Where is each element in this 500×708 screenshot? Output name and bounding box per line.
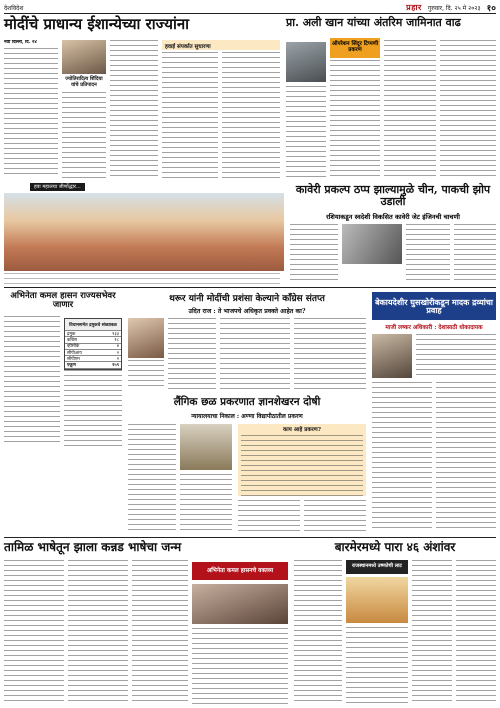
story7-subhead: माजी लष्कर अधिकारी : देशासाठी धोकादायक <box>385 325 483 331</box>
story1-subhead: ज्योतिरादित्य शिंदिया यांचे प्रतिपादन <box>65 76 103 88</box>
story2-col1 <box>330 60 380 178</box>
story2-col4 <box>440 40 496 178</box>
tharoor-photo <box>128 318 164 358</box>
table-row: काँग्रेस १८ <box>67 337 119 343</box>
story3-subhead: रशियाकडून स्वदेशी विकसित कावेरी जेट इंजिनची चाचणी <box>326 213 460 221</box>
table-title: विधानसभेत द्रमुकचे संख्याबळ <box>65 319 121 331</box>
story1-col4 <box>162 52 218 178</box>
story1-col1: नवी दिल्ली, दि. २४ <box>4 40 58 178</box>
story6-inset: काय आहे प्रकरण? <box>238 424 366 496</box>
story5-col1 <box>128 360 164 390</box>
story7-col2 <box>372 382 432 532</box>
paper-logo: प्रहार <box>406 2 422 12</box>
story5-col2 <box>168 318 216 390</box>
story3-col4 <box>454 224 496 280</box>
dmk-seat-table <box>64 318 122 370</box>
story3-col1 <box>290 224 338 280</box>
story1-col2 <box>62 92 106 178</box>
ali-khan-photo <box>286 42 326 82</box>
headline-infiltration: बेकायदेशीर घुसखोरीकडून मादक द्रव्यांचा प्रवाह <box>372 292 496 320</box>
heatwave-box: राजस्थानमध्ये उष्णतेची लाट <box>346 560 408 574</box>
engine-photo <box>342 224 402 264</box>
heatwave-photo <box>346 577 408 623</box>
story8-col2 <box>68 560 128 704</box>
court-photo <box>180 424 232 470</box>
headline-barmer: बारमेरमध्ये पारा ४६ अंशांवर <box>334 540 456 554</box>
divider <box>4 287 496 288</box>
divider <box>4 537 496 538</box>
photo-caption <box>4 273 280 285</box>
scindia-photo <box>62 40 106 74</box>
story2-col3 <box>384 40 436 178</box>
issue-date: गुरुवार, दि. २५ मे २०२३ <box>427 4 481 12</box>
photo-strip-label: हवा महालचा जीर्णोद्धार... <box>30 183 85 191</box>
section-label: देशविदेश <box>4 4 24 12</box>
story7-col1 <box>416 334 496 378</box>
story3-col3 <box>406 224 450 280</box>
story9-col4 <box>456 560 496 704</box>
table-row: द्रमुक १३३ <box>67 331 119 337</box>
story4-col2 <box>64 370 122 446</box>
story2-col2 <box>286 86 326 178</box>
operation-sindoor-box: ऑपरेशन सिंदूर टिप्पणी प्रकरण <box>330 38 380 58</box>
kamal-photo <box>192 584 288 624</box>
table-row: सीपीआय २ <box>67 350 119 356</box>
story1-col5 <box>222 52 280 178</box>
story9-col3 <box>412 560 452 704</box>
story6-col2 <box>180 474 232 532</box>
headline-tharoor: थरूर यांनी मोदींची प्रशंसा केल्याने काँग्रेस संतप्त <box>169 294 325 304</box>
story8-col3 <box>132 560 188 704</box>
table-row: व्हीसीके ४ <box>67 344 119 350</box>
story8-col1 <box>4 560 64 704</box>
story4-col1 <box>4 316 60 446</box>
story6-col1 <box>128 424 176 532</box>
story1-inset-title: हवाई संपर्कात सुधारणा <box>162 40 280 50</box>
headline-kaveri: कावेरी प्रकल्प ठप्प झाल्यामुळे चीन, पाकची झोप उडाली <box>295 183 491 208</box>
headline-gnanasekaran: लैंगिक छळ प्रकरणात ज्ञानशेखरन दोषी <box>173 396 321 408</box>
story9-col1 <box>294 560 342 704</box>
story5-col3 <box>220 318 290 390</box>
page-number: १० <box>486 4 496 14</box>
story6-subhead: न्यायालयाचा निकाल : अण्णा विद्यापीठातील प्रकरण <box>191 413 303 420</box>
story6-col4 <box>304 500 366 532</box>
officer-photo <box>372 334 412 378</box>
story5-col4 <box>294 318 366 390</box>
headline-modi-northeast: मोदींचे प्राधान्य ईशान्येच्या राज्यांना <box>4 15 190 33</box>
headline-tamil-kannada: तामिळ भाषेतून झाला कन्नड भाषेचा जन्म <box>4 540 182 554</box>
table-row: सीपीएम २ <box>67 356 119 362</box>
story6-col3 <box>238 500 300 532</box>
story5-subhead: उदित राज : ते भाजपचे अधिकृत प्रवक्ते आहेत का? <box>188 308 306 315</box>
story9-col2 <box>346 627 408 704</box>
story8-col4 <box>192 628 288 704</box>
table-row: एकूण १५९ <box>67 363 119 369</box>
headline-kamal-rs: अभिनेता कमल हासन राज्यसभेवर जाणार <box>10 291 116 310</box>
masthead <box>4 2 496 14</box>
hawa-mahal-photo <box>4 193 284 271</box>
kamal-statement-box: अभिनेता कमल हासनचे वक्तव्य <box>192 562 288 580</box>
headline-ali-khan: प्रा. अली खान यांच्या अंतरिम जामिनात वाढ <box>286 16 461 29</box>
story7-col3 <box>436 382 496 532</box>
story1-col3 <box>110 40 158 178</box>
